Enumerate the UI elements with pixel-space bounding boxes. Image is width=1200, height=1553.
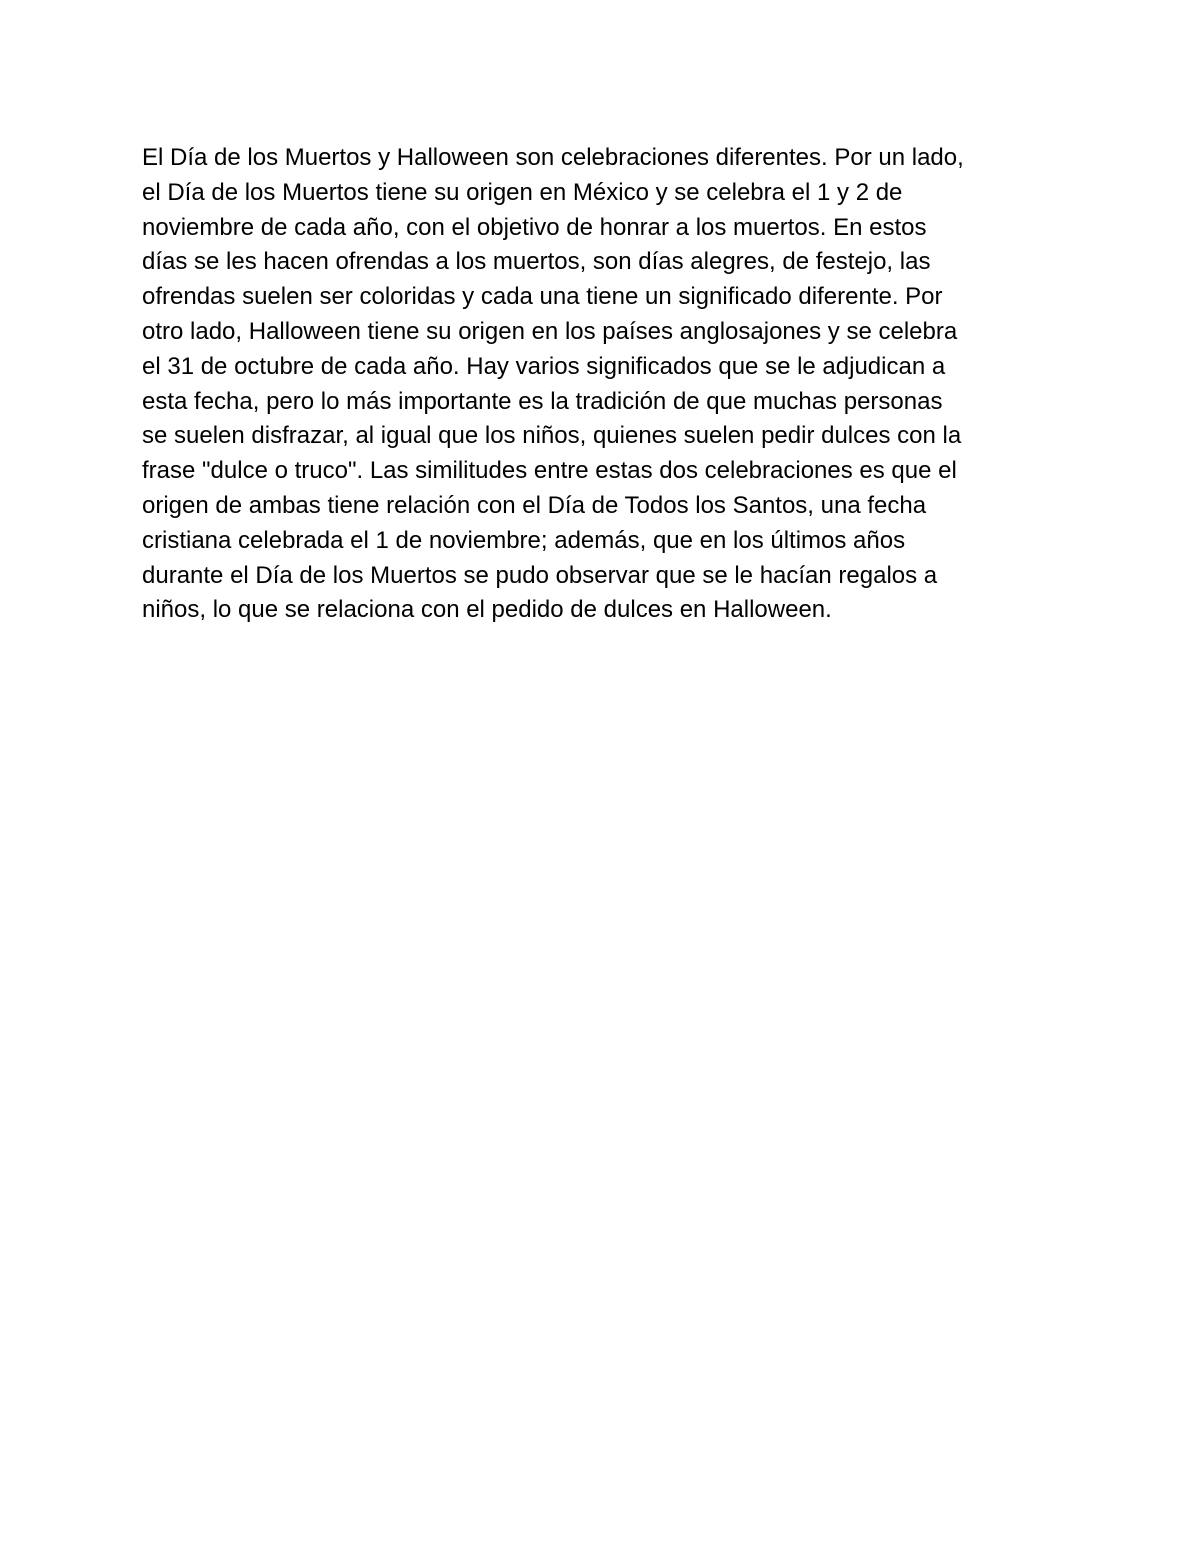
paragraph-line: durante el Día de los Muertos se pudo observar que se le hacían regalos a xyxy=(142,561,938,589)
paragraph-line: ofrendas suelen ser coloridas y cada una tiene un significado diferente. Por xyxy=(142,283,943,311)
paragraph-line: el 31 de octubre de cada año. Hay varios significados que se le adjudican a xyxy=(142,352,946,380)
paragraph-line: otro lado, Halloween tiene su origen en los países anglosajones y se celebra xyxy=(142,317,958,345)
paragraph-line: días se les hacen ofrendas a los muertos, son días alegres, de festejo, las xyxy=(142,248,931,276)
body-paragraph xyxy=(142,141,1062,628)
paragraph-line: El Día de los Muertos y Halloween son celebraciones diferentes. Por un lado, xyxy=(142,144,964,171)
paragraph-line: el Día de los Muertos tiene su origen en México y se celebra el 1 y 2 de xyxy=(142,178,903,206)
paragraph-line: se suelen disfrazar, al igual que los niños, quienes suelen pedir dulces con la xyxy=(142,422,962,450)
paragraph-line: esta fecha, pero lo más importante es la tradición de que muchas personas xyxy=(142,387,943,415)
paragraph-line: noviembre de cada año, con el objetivo de honrar a los muertos. En estos xyxy=(142,213,927,241)
paragraph-line: origen de ambas tiene relación con el Día de Todos los Santos, una fecha xyxy=(142,491,927,519)
paragraph-line: frase "dulce o truco". Las similitudes entre estas dos celebraciones es que el xyxy=(142,457,957,485)
paragraph-line: cristiana celebrada el 1 de noviembre; además, que en los últimos años xyxy=(142,526,906,554)
paragraph-line: niños, lo que se relaciona con el pedido de dulces en Halloween. xyxy=(142,596,832,624)
